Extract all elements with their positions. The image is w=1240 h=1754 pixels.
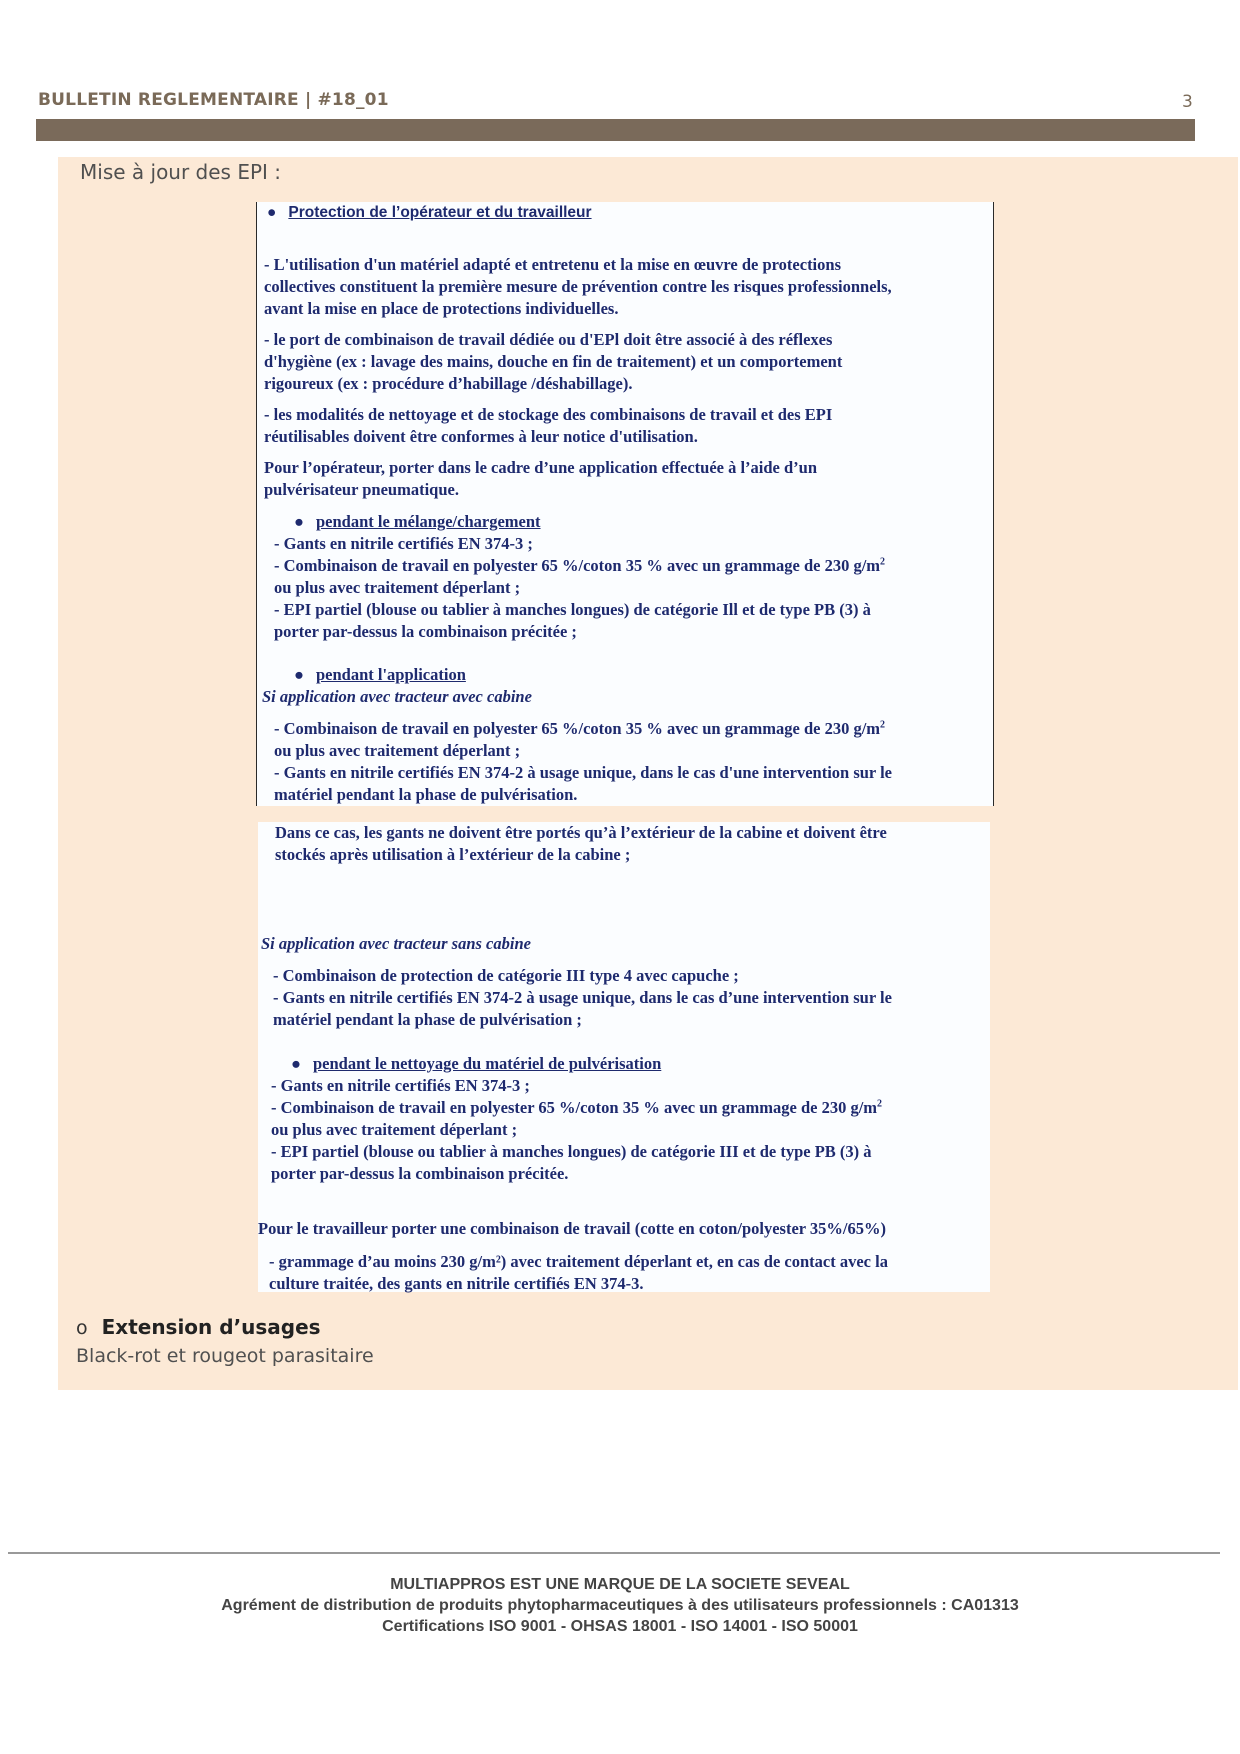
paragraph-line: pulvérisateur pneumatique. xyxy=(264,480,459,499)
list-line: - EPI partiel (blouse ou tablier à manches longues) de catégorie Ill et de type PB (3) à xyxy=(274,600,871,619)
list-line: - Gants en nitrile certifiés EN 374-2 à usage unique, dans le cas d'une intervention sur le xyxy=(274,763,892,782)
list-line: - EPI partiel (blouse ou tablier à manches longues) de catégorie III et de type PB (3) à xyxy=(271,1142,872,1161)
list-line: - Combinaison de travail en polyester 65 %/coton 35 % avec un grammage de 230 $g/m^2$ xyxy=(271,1098,883,1117)
note-line: stockés après utilisation à l’extérieur de la cabine ; xyxy=(275,845,631,864)
paragraph-line: - L'utilisation d'un matériel adapté et entretenu et la mise en œuvre de protections xyxy=(264,255,841,274)
case-title-with-cab: Si application avec tracteur avec cabine xyxy=(262,687,532,706)
paragraph-line: avant la mise en place de protections individuelles. xyxy=(264,299,619,318)
case-title-without-cab: Si application avec tracteur sans cabine xyxy=(261,934,531,953)
list-line: - Combinaison de travail en polyester 65 %/coton 35 % avec un grammage de 230 $g/m^2$ xyxy=(274,719,886,738)
list-line: - grammage d’au moins 230 g/m²) avec traitement déperlant et, en cas de contact avec la xyxy=(269,1252,888,1271)
note-line: Dans ce cas, les gants ne doivent être portés qu’à l’extérieur de la cabine et doivent être xyxy=(275,823,887,842)
paragraph-line: Pour l’opérateur, porter dans le cadre d’une application effectuée à l’aide d’un xyxy=(264,458,818,477)
paragraph-line: - les modalités de nettoyage et de stockage des combinaisons de travail et des EPI xyxy=(264,405,833,424)
bullet-dot-icon: ● xyxy=(267,204,277,221)
paragraph-line: collectives constituent la première mesure de prévention contre les risques professionnels, xyxy=(264,277,892,296)
list-line: - Combinaison de protection de catégorie III type 4 avec capuche ; xyxy=(273,966,739,985)
worker-line: Pour le travailleur porter une combinaison de travail (cotte en coton/polyester 35%/65%) xyxy=(258,1219,886,1238)
bullet-dot-icon: ● xyxy=(294,512,304,531)
bullet-dot-icon: ● xyxy=(294,665,304,684)
bullet-dot-icon: ● xyxy=(291,1054,301,1073)
list-line: matériel pendant la phase de pulvérisation ; xyxy=(273,1010,582,1029)
list-line: porter par-dessus la combinaison précitée. xyxy=(271,1164,569,1183)
list-line: ou plus avec traitement déperlant ; xyxy=(274,741,521,760)
paragraph-line: d'hygiène (ex : lavage des mains, douche en fin de traitement) et un comportement xyxy=(264,352,843,371)
list-line: - Gants en nitrile certifiés EN 374-3 ; xyxy=(271,1076,530,1095)
list-line: ou plus avec traitement déperlant ; xyxy=(271,1120,518,1139)
section-title: Mise à jour des EPI : xyxy=(80,160,282,184)
subheading-mixing: ● pendant le mélange/chargement xyxy=(294,512,541,531)
circle-bullet-icon: o xyxy=(76,1317,88,1339)
list-line: culture traitée, des gants en nitrile certifiés EN 374-3. xyxy=(269,1274,644,1293)
list-line: - Combinaison de travail en polyester 65 %/coton 35 % avec un grammage de 230 $g/m^2$ xyxy=(274,556,886,575)
list-line: - Gants en nitrile certifiés EN 374-3 ; xyxy=(274,534,533,553)
footer-line-agrement: Agrément de distribution de produits phytopharmaceutiques à des utilisateurs professionnels : CA01313 xyxy=(221,1597,1019,1614)
paragraph-line: réutilisables doivent être conformes à leur notice d'utilisation. xyxy=(264,427,698,446)
extension-heading xyxy=(76,1315,321,1339)
heading-protection: ● Protection de l’opérateur et du travailleur xyxy=(267,202,592,224)
scanned-excerpt-2 xyxy=(258,822,990,1292)
scanned-excerpt-1 xyxy=(256,202,994,806)
subheading-cleaning: ● pendant le nettoyage du matériel de pulvérisation xyxy=(291,1054,662,1073)
extension-title: Extension d’usages xyxy=(101,1315,321,1339)
list-line: matériel pendant la phase de pulvérisation. xyxy=(274,785,578,804)
paragraph-line: rigoureux (ex : procédure d’habillage /déshabillage). xyxy=(264,374,633,393)
subheading-application: ● pendant l'application xyxy=(294,665,466,684)
footer-line-brand: MULTIAPPROS EST UNE MARQUE DE LA SOCIETE SEVEAL xyxy=(390,1576,850,1593)
bulletin-title: BULLETIN REGLEMENTAIRE | #18_01 xyxy=(38,90,389,110)
paragraph-line: - le port de combinaison de travail dédiée ou d'EPl doit être associé à des réflexes xyxy=(264,330,833,349)
list-line: ou plus avec traitement déperlant ; xyxy=(274,578,521,597)
list-line: - Gants en nitrile certifiés EN 374-2 à usage unique, dans le cas d’une intervention sur le xyxy=(273,988,892,1007)
extension-text: Black-rot et rougeot parasitaire xyxy=(76,1345,374,1367)
page-number: 3 xyxy=(1182,92,1193,112)
footer-line-certifications: Certifications ISO 9001 - OHSAS 18001 - ISO 14001 - ISO 50001 xyxy=(382,1618,858,1635)
list-line: porter par-dessus la combinaison précitée ; xyxy=(274,622,577,641)
header-band xyxy=(36,119,1195,141)
footer-divider xyxy=(8,1552,1220,1554)
